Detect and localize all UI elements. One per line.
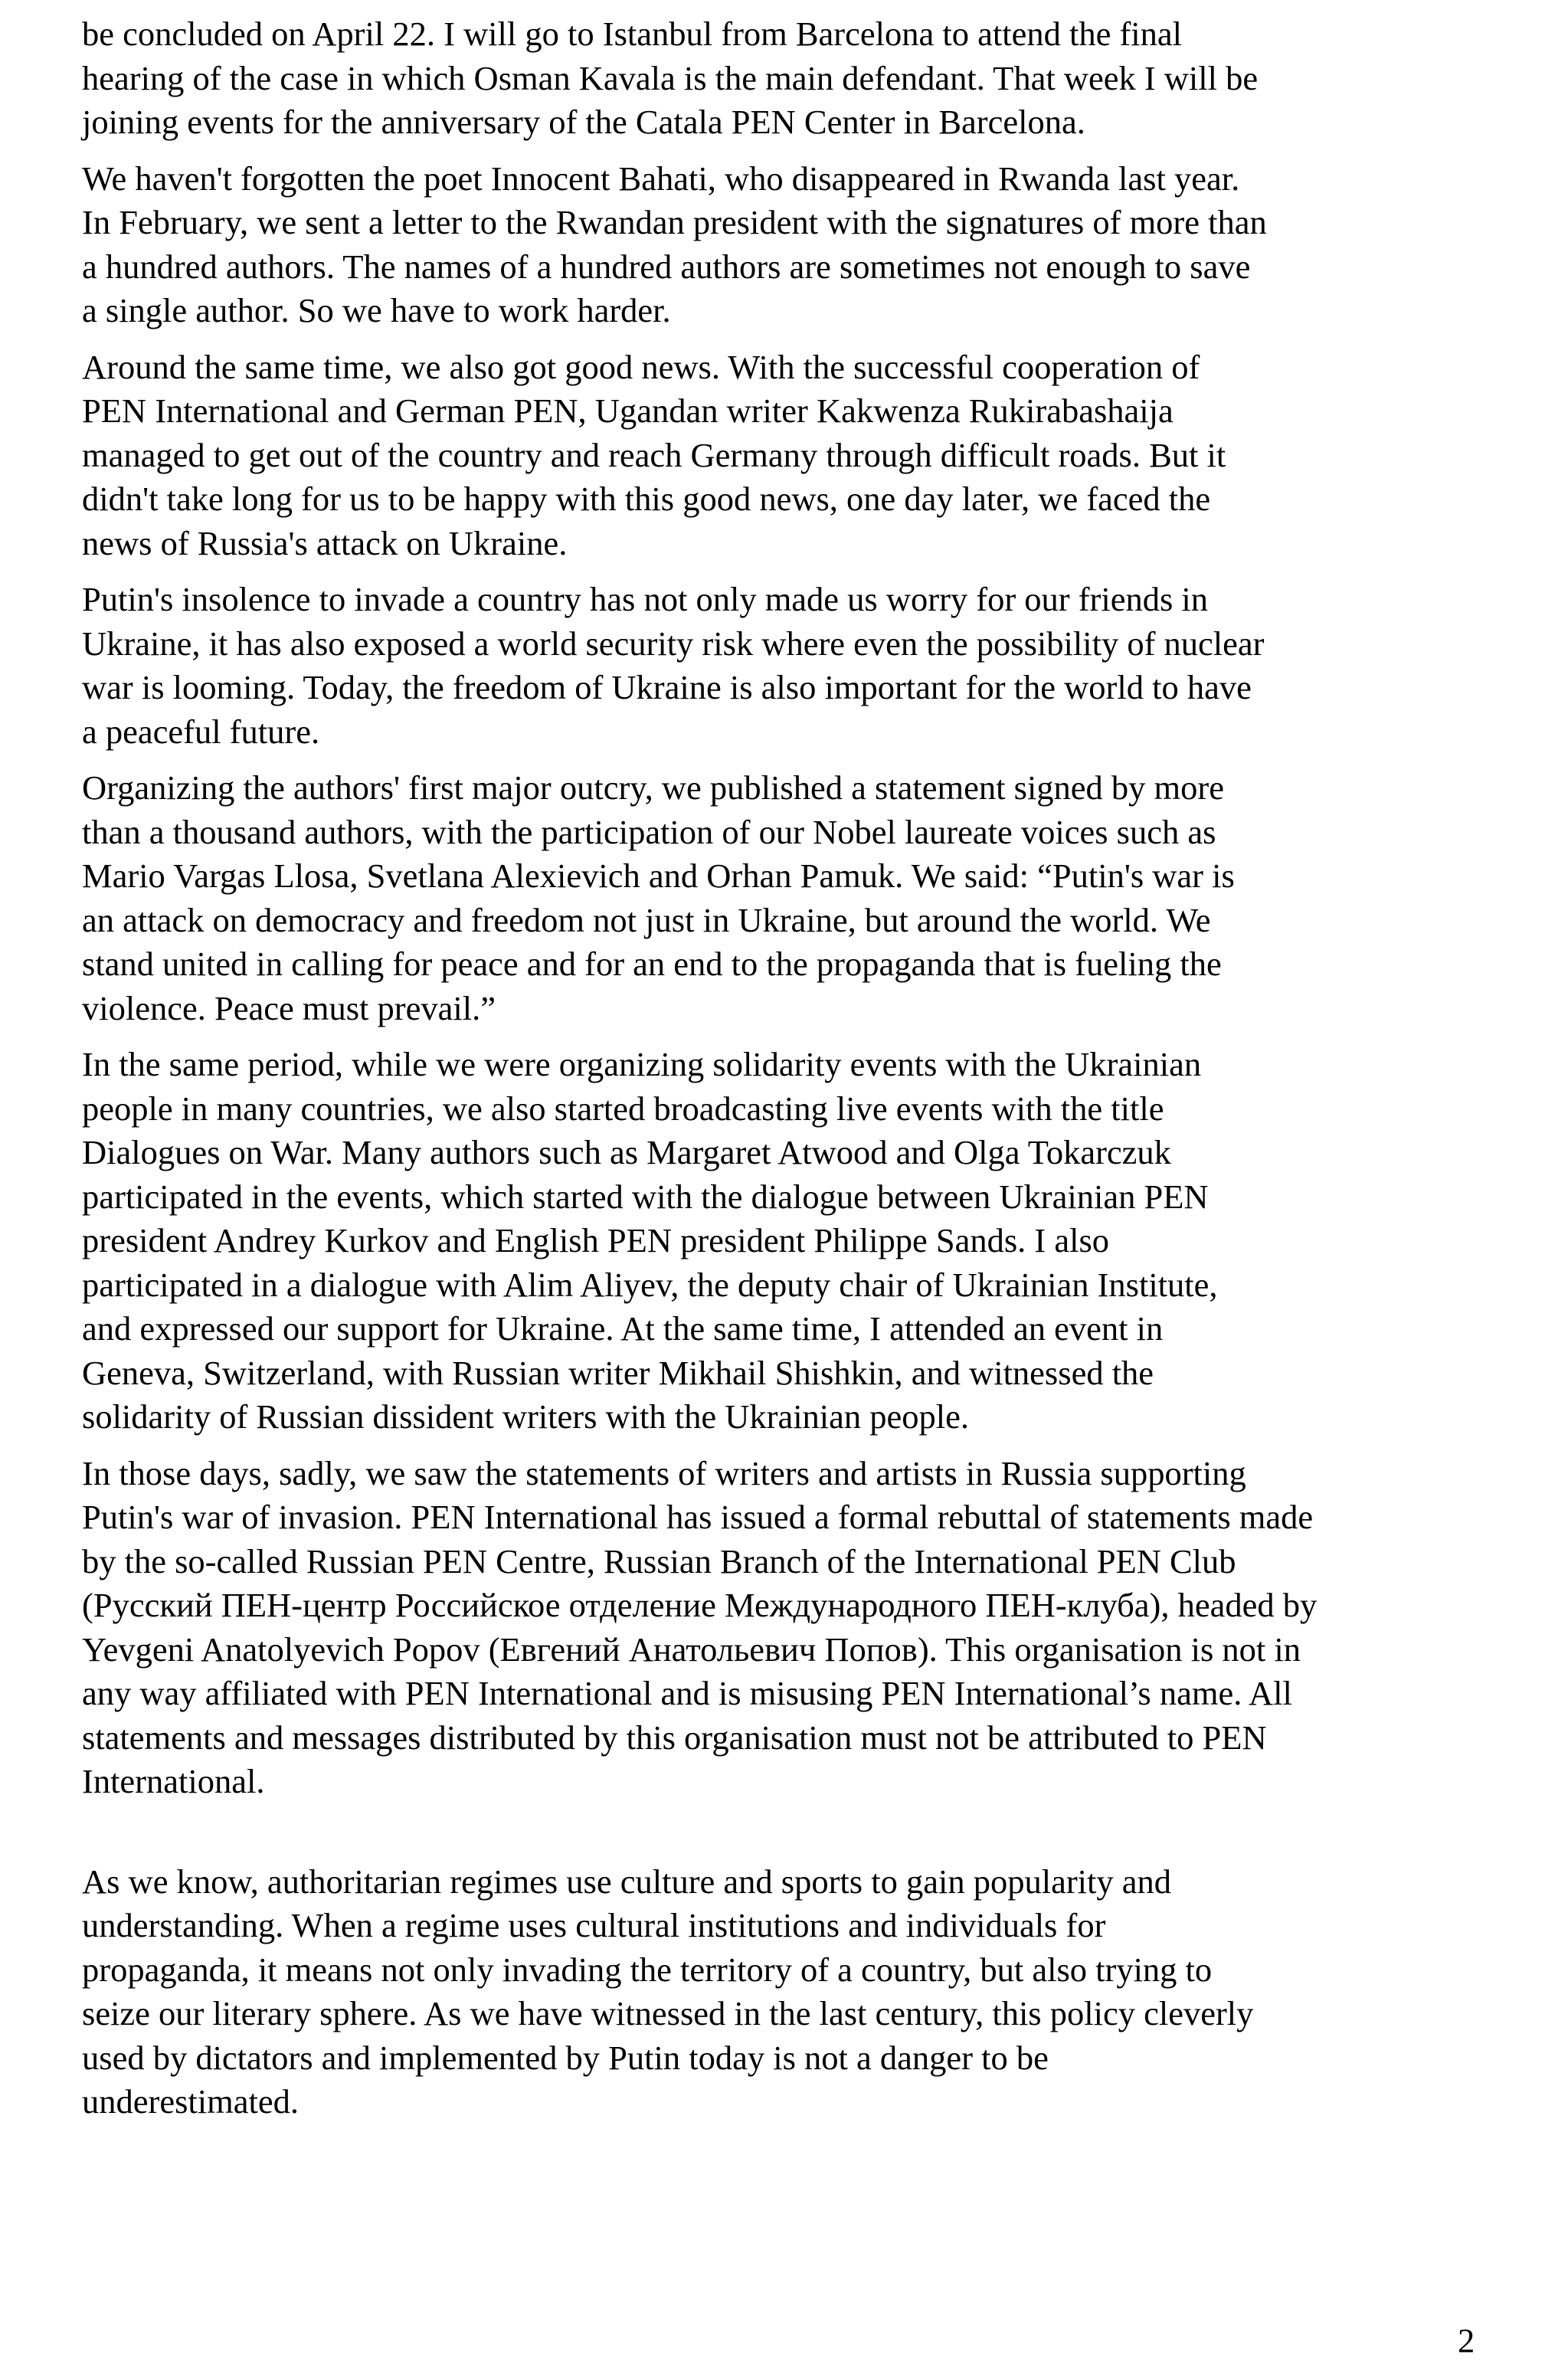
paragraph-kavala-trial: be concluded on April 22. I will go to Istanbul from Barcelona to attend the final hearing of the case in which Osman Kavala is the main defendant. That week I will be joining events for the anniversary of the Catala PEN Center in Barcelona. — [82, 15, 1259, 141]
paragraph-innocent-bahati: We haven't forgotten the poet Innocent Bahati, who disappeared in Rwanda last year. In February, we sent a letter to the Rwandan president with the signatures of more than a hundred authors. The names of a hundred authors are sometimes not enough to save a single author. So we have to work harder. — [82, 159, 1267, 329]
paragraph-authors-statement: Organizing the authors' first major outcry, we published a statement signed by more than a thousand authors, with the participation of our Nobel laureate voices such as Mario Vargas Llosa, Svetlana Alexievich and Orhan Pamuk. We said: “Putin's war is an attack on democracy and freedom not just in Ukraine, but around the world. We stand united in calling for peace and for an end to the propaganda that is fueling the violence. Peace must prevail.” — [82, 768, 1235, 1027]
page-number: 2 — [1458, 2321, 1475, 2360]
paragraph-russian-pen-rebuttal: In those days, sadly, we saw the statements of writers and artists in Russia supporting Putin's war of invasion. PEN International has issued a formal rebuttal of statements made by the so-called Russian PEN Centre, Russian Branch of the International PEN Club (Русский ПЕН-центр Российское отделение Международного ПЕН-клуба), headed by Yevgeni Anatolyevich Popov (Евгений Анатольевич Попов). This organisation is not in any way affiliated with PEN International and is misusing PEN International’s name. All statements and messages distributed by this organisation must not be attributed to PEN International. — [82, 1453, 1318, 1800]
paragraph-dialogues-on-war: In the same period, while we were organizing solidarity events with the Ukrainian people in many countries, we also started broadcasting live events with the title Dialogues on War. Many authors such as Margaret Atwood and Olga Tokarczuk participated in the events, which started with the dialogue between Ukrainian PEN president Andrey Kurkov and English PEN president Philippe Sands. I also participated in a dialogue with Alim Aliyev, the deputy chair of Ukrainian Institute, and expressed our support for Ukraine. At the same time, I attended an event in Geneva, Switzerland, with Russian writer Mikhail Shishkin, and witnessed the solidarity of Russian dissident writers with the Ukrainian people. — [82, 1045, 1218, 1436]
paragraph-kakwenza-rukirabashaija: Around the same time, we also got good news. With the successful cooperation of PEN International and German PEN, Ugandan writer Kakwenza Rukirabashaija managed to get out of the country and reach Germany through difficult roads. But it didn't take long for us to be happy with this good news, one day later, we faced the news of Russia's attack on Ukraine. — [82, 347, 1226, 562]
paragraph-putin-insolence: Putin's insolence to invade a country has not only made us worry for our friends in Ukraine, it has also exposed a world security risk where even the possibility of nuclear war is looming. Today, the freedom of Ukraine is also important for the world to have a peaceful future. — [82, 580, 1265, 751]
paragraph-authoritarian-regimes: As we know, authoritarian regimes use culture and sports to gain popularity and understanding. When a regime uses cultural institutions and individuals for propaganda, it means not only invading the territory of a country, but also trying to seize our literary sphere. As we have witnessed in the last century, this policy cleverly used by dictators and implemented by Putin today is not a danger to be underestimated. — [82, 1862, 1254, 2121]
document-page — [82, 12, 1522, 2137]
